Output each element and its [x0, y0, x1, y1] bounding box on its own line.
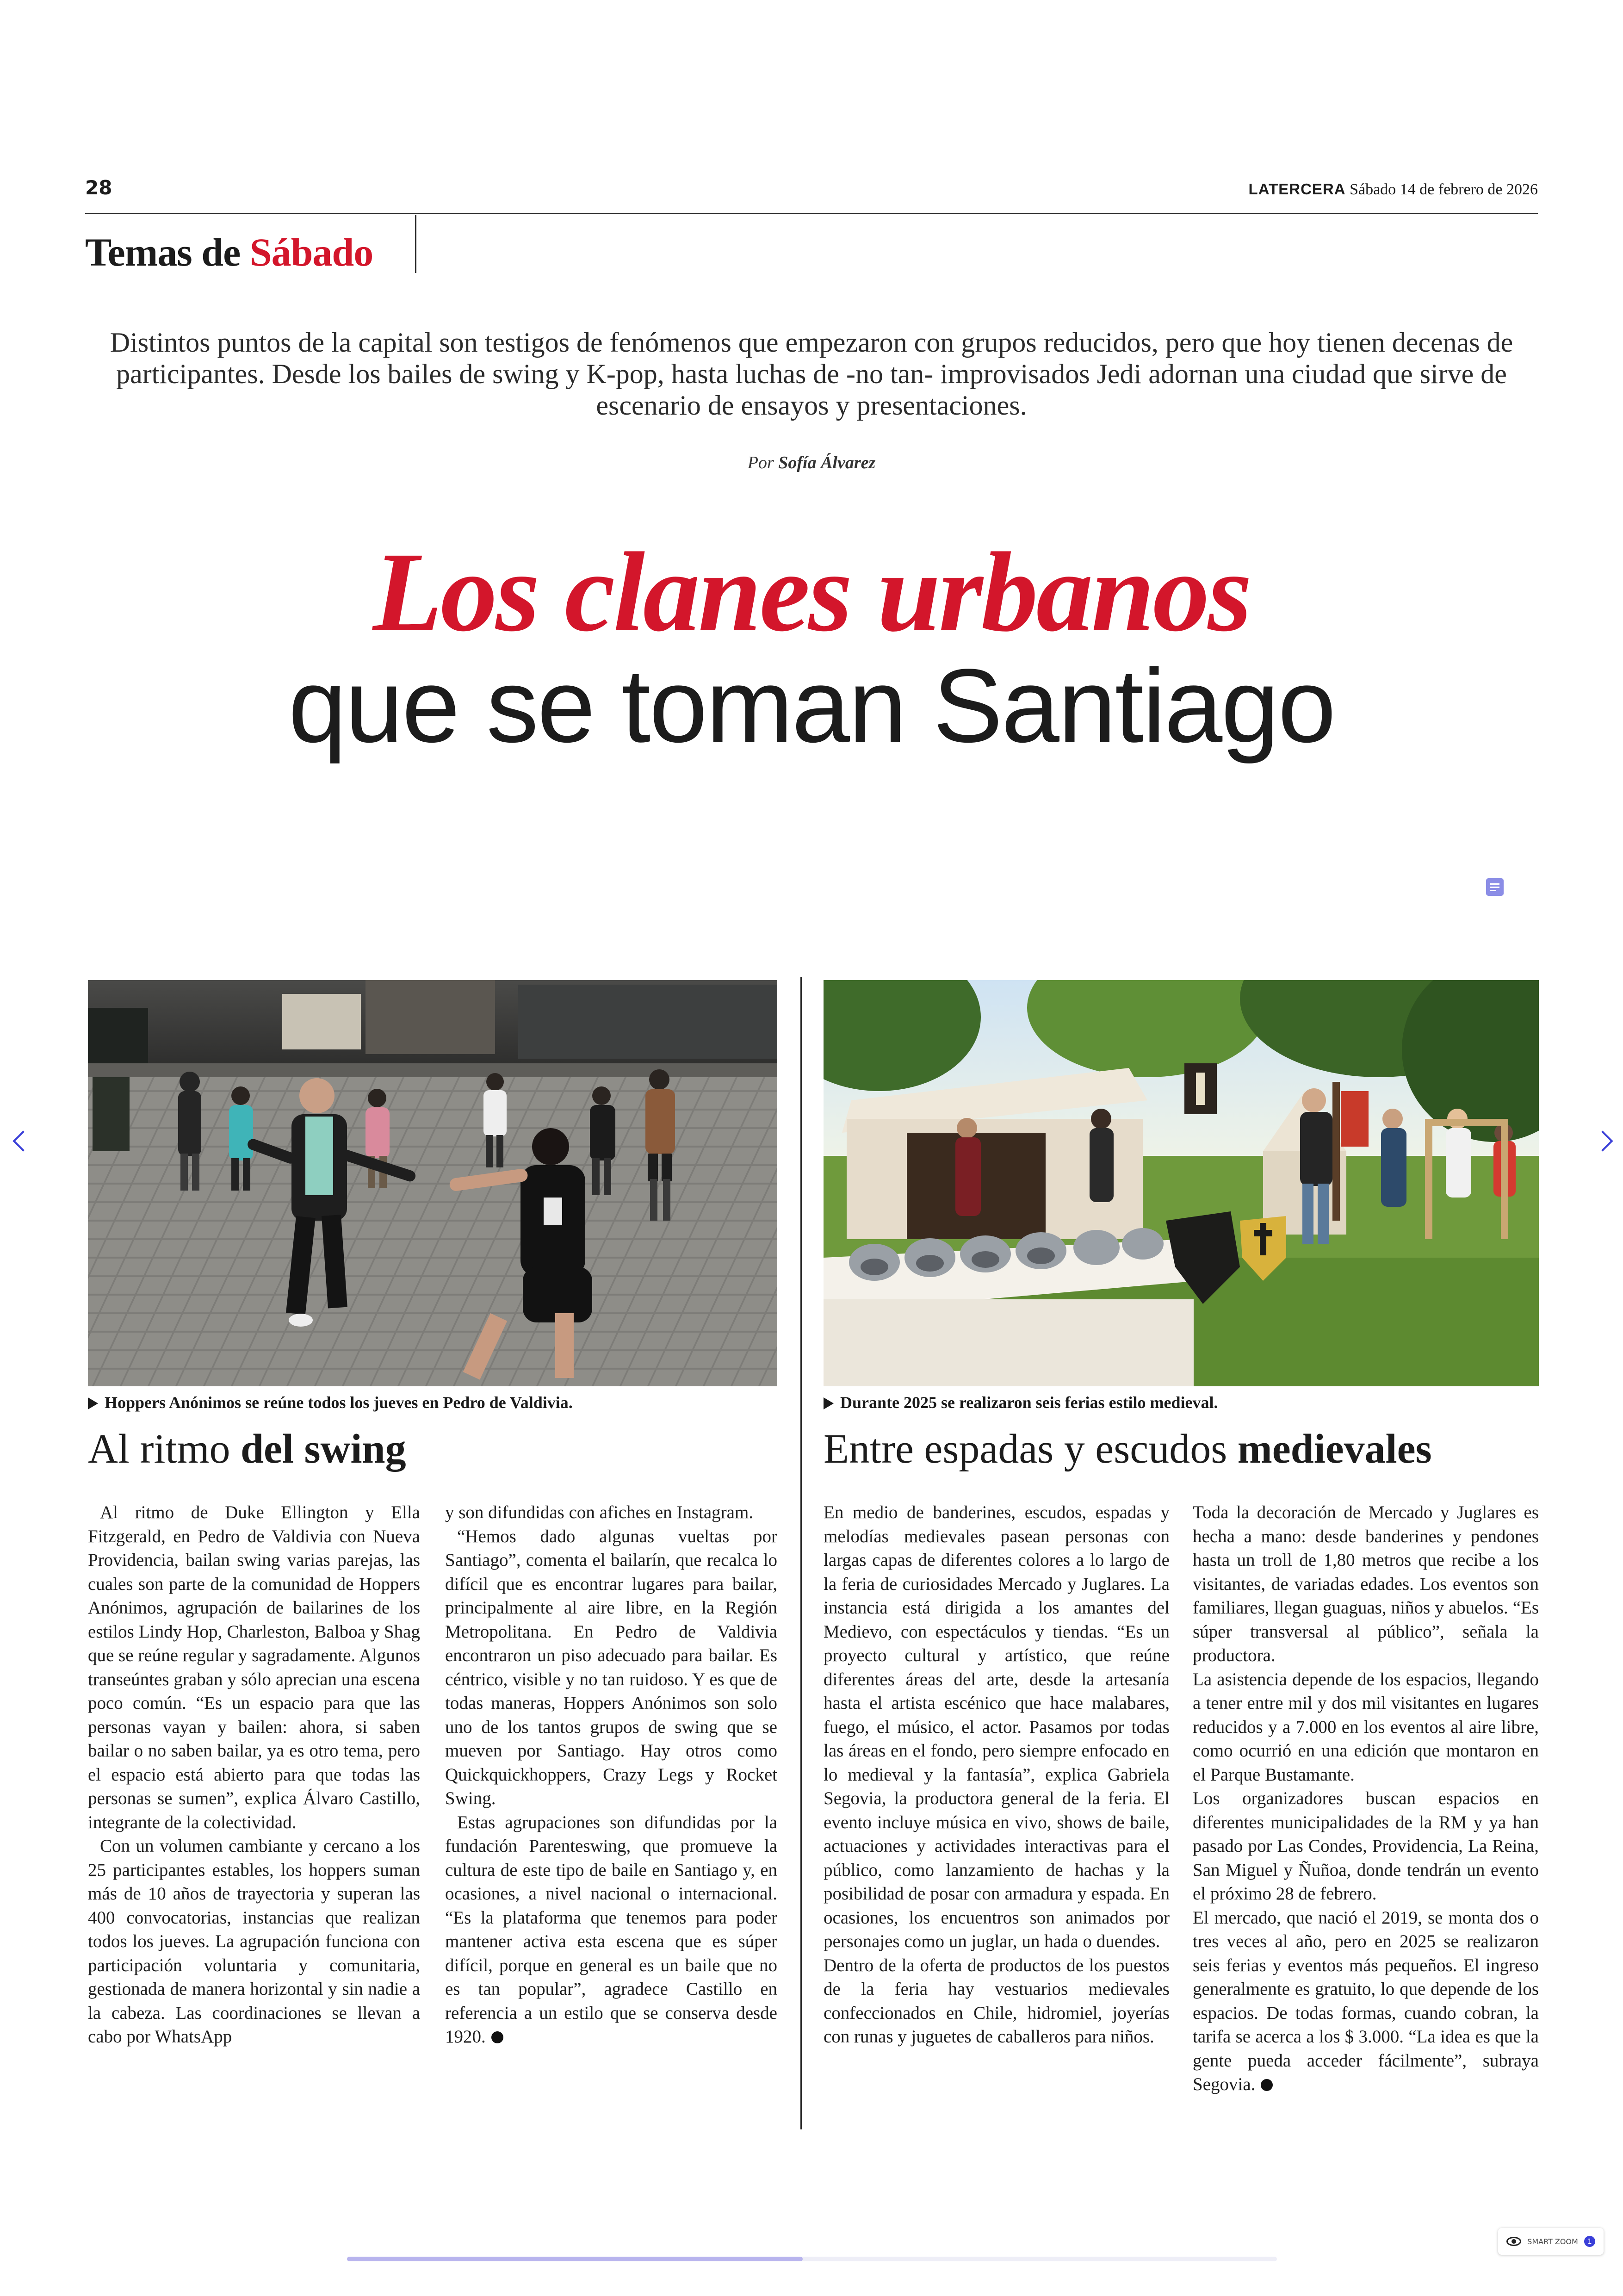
medieval-column-1 [824, 1501, 1170, 2049]
end-mark-icon [1261, 2079, 1273, 2091]
section-divider [415, 215, 416, 273]
previous-page-arrow-icon[interactable] [12, 1130, 33, 1151]
column-divider [800, 977, 802, 2129]
next-page-arrow-icon[interactable] [1592, 1130, 1613, 1151]
paragraph: Toda la decoración de Mercado y Juglares es hecha a mano: desde banderines y pendones hasta un troll de 1,80 metros que recibe a los visitantes, de variadas edades. Los eventos son familiares, llegan guaguas, niños y abuelos. “Es súper transversal al público”, señala la productora. [1193, 1502, 1539, 1665]
swing-column-2 [445, 1501, 777, 2049]
paragraph: Estas agrupaciones son difundidas por la fundación Parenteswing, que promueve la cultura de este tipo de baile en Santiago y, en ocasiones, a nivel nacional o internacional. “Es la plataforma que tenemos para poder mantener activa esta escena que es súper difícil, porque en general es un baile que no es tan popular”, agradece Castillo en referencia a un estilo que se conserva desde 1920. [445, 1812, 777, 2047]
caption-arrow-icon [824, 1397, 834, 1409]
section-prefix: Temas de [85, 230, 241, 274]
paragraph: Dentro de la oferta de productos de los puestos de la feria hay vestuarios medievales confeccionados en Chile, hidromiel, joyerías con runas y juguetes de caballeros para niños. [824, 1955, 1170, 2047]
header-rule [85, 213, 1538, 214]
swing-column-1 [88, 1501, 420, 2049]
byline-prefix: Por [747, 453, 774, 472]
author-name: Sofía Álvarez [778, 453, 876, 472]
photo-swing-dancers [88, 980, 777, 1386]
notes-icon[interactable] [1486, 878, 1504, 896]
paragraph: En medio de banderines, escudos, espadas y melodías medievales pasean personas con largas capas de diferentes colores a lo largo de la feria de curiosidades Mercado y Juglares. La instancia está dirigida a los amantes del Medievo, con espectáculos y tiendas. “Es un proyecto cultural y artístico, que reúne diferentes áreas del arte, desde la artesanía hasta el artista escénico que hace malabares, fuego, el músico, el actor. Pasamos por todas las áreas en el fondo, pero siempre enfocado en lo medieval y la fantasía”, explica Gabriela Segovia, la productora general de la feria. El evento incluye música en vivo, shows de baile, actuaciones y actividades interactivas para el público, como lanzamiento de hachas y la posibilidad de posar con armadura y espada. En ocasiones, los encuentros son animados por personajes como un juglar, un hada o duendes. [824, 1502, 1170, 1951]
paragraph: y son difundidas con afiches en Instagram. [445, 1502, 754, 1522]
article-title-medieval: Entre espadas y escudos medievales [824, 1426, 1432, 1472]
paragraph: “Hemos dado algunas vueltas por Santiago”, comenta el bailarín, que recalca lo difícil que es encontrar lugares para bailar, principalmente al aire libre, en la Región Metropolitana. En Pedro de Valdivia encontraron un piso adecuado para bailar. Es céntrico, visible y no tan ruidoso. Y es que de todas maneras, Hoppers Anónimos son solo uno de los tantos grupos de swing que se mueven por Santiago. Hay otros como Quickquickhoppers, Crazy Legs y Rocket Swing. [445, 1526, 777, 1808]
headline-sub: que se toman Santiago [288, 647, 1335, 764]
photo-medieval-fair [824, 980, 1539, 1386]
paragraph: Con un volumen cambiante y cercano a los 25 participantes estables, los hoppers suman más de 10 años de trayectoria y superan las 400 convocatorias, instancias que realizan todos los jueves. La agrupación funciona con participación voluntaria y comunitaria, gestionada de manera horizontal y sin nadie a la cabeza. Las coordinaciones se llevan a cabo por WhatsApp [88, 1836, 420, 2047]
section-accent: Sábado [249, 230, 373, 274]
caption-medieval: Durante 2025 se realizaron seis ferias estilo medieval. [824, 1393, 1218, 1412]
byline [0, 453, 1623, 473]
end-mark-icon [491, 2031, 503, 2043]
article-title-swing: Al ritmo del swing [88, 1426, 406, 1472]
eye-icon [1506, 2237, 1521, 2246]
page-number: 28 [85, 176, 112, 199]
paragraph: La asistencia depende de los espacios, llegando a tener entre mil y dos mil visitantes en lugares reducidos y a 7.000 en los eventos al aire libre, como ocurrió en una edición que montaron en el Parque Bustamante. [1193, 1669, 1539, 1785]
paragraph: Los organizadores buscan espacios en diferentes municipalidades de la RM y ya han pasado por Las Condes, Providencia, La Reina, San Miguel y Ñuñoa, donde tendrán un evento el próximo 28 de febrero. [1193, 1788, 1539, 1904]
smart-zoom-label: SMART ZOOM [1527, 2237, 1578, 2246]
article-deck: Distintos puntos de la capital son testigos de fenómenos que empezaron con grupos reducidos, pero que hoy tienen decenas de participantes. Desde los bailes de swing y K-pop, hasta luchas de -no tan- improvisados Jedi adornan una ciudad que sirve de escenario de ensayos y presentaciones. [110, 327, 1513, 421]
smart-zoom-button[interactable] [1498, 2228, 1604, 2255]
medieval-column-2 [1193, 1501, 1539, 2097]
newspaper-brand: LATERCERA [1248, 180, 1346, 198]
smart-zoom-badge: 1 [1584, 2236, 1595, 2247]
section-title [85, 229, 373, 275]
scroll-thumb[interactable] [347, 2257, 803, 2261]
paragraph: Al ritmo de Duke Ellington y Ella Fitzgerald, en Pedro de Valdivia con Nueva Providencia, bailan swing varias parejas, las cuales son parte de la comunidad de Hoppers Anónimos, agrupación de bailarines de los estilos Lindy Hop, Charleston, Balboa y Shag que se reúne regular y sagradamente. Algunos transeúntes graban y sólo aprecian una escena poco común. “Es un espacio para que las personas vayan y bailen: ahora, si saben bailar o no saben bailar, ya es otro tema, pero el espacio está abierto para que todas las personas se sumen”, explica Álvaro Castillo, integrante de la colectividad. [88, 1502, 420, 1832]
headline-main: Los clanes urbanos [372, 529, 1251, 655]
issue-date: Sábado 14 de febrero de 2026 [1350, 181, 1538, 198]
masthead [1249, 180, 1538, 199]
caption-swing: Hoppers Anónimos se reúne todos los jueves en Pedro de Valdivia. [88, 1393, 573, 1412]
caption-arrow-icon [88, 1397, 98, 1409]
paragraph: El mercado, que nació el 2019, se monta dos o tres veces al año, pero en 2025 se realizaron seis ferias y eventos más pequeños. El ingreso generalmente es gratuito, lo que depende de los espacios. De todas formas, cuando cobran, la tarifa se acerca a los $ 3.000. “La idea es que la gente pueda acceder fácilmente”, subraya Segovia. [1193, 1907, 1539, 2094]
